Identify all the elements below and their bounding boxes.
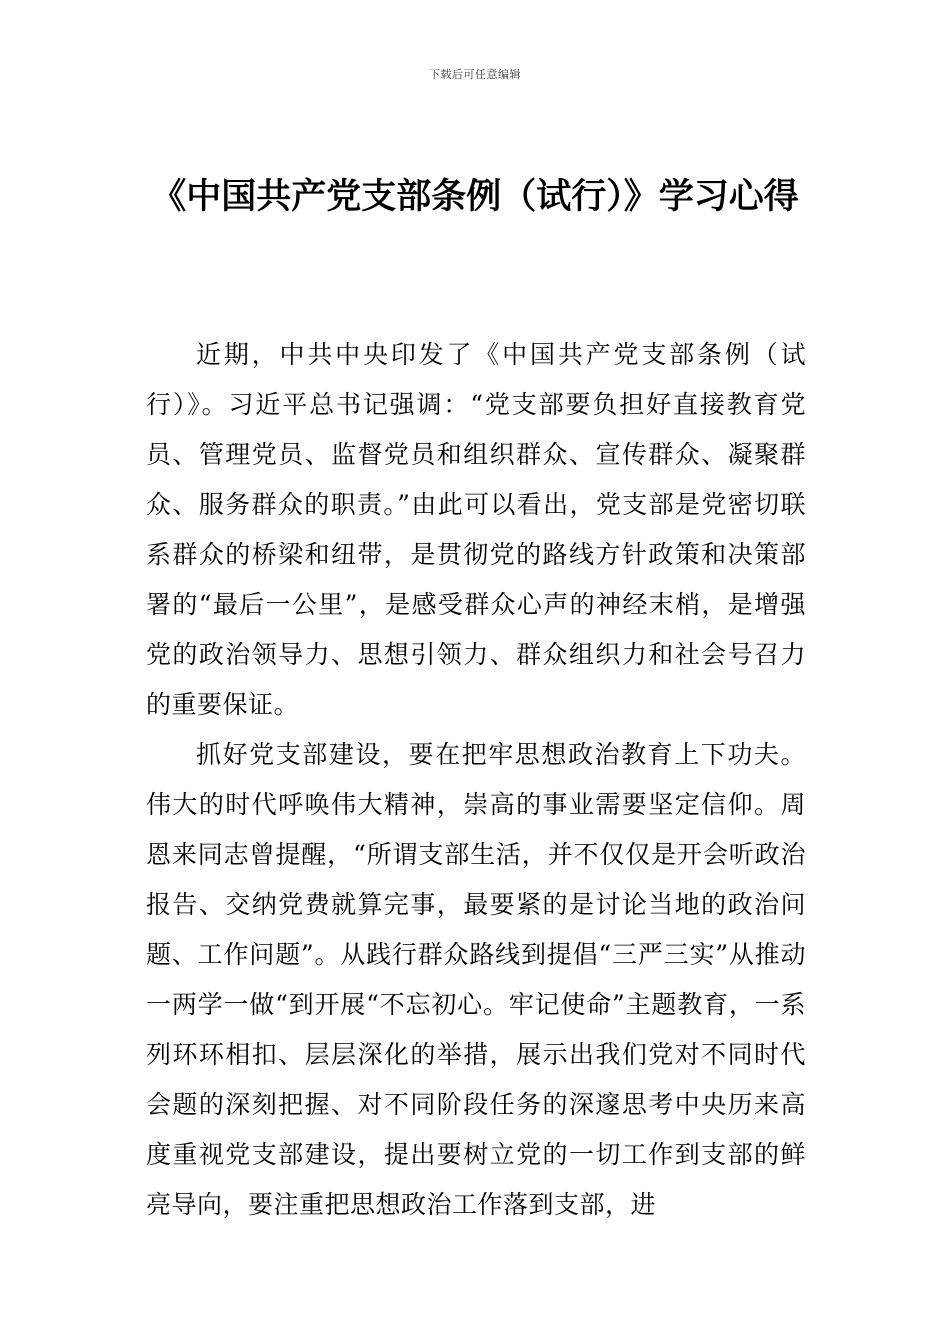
header-note: 下载后可任意编辑 xyxy=(429,68,521,81)
paragraph-2: 抓好党支部建设，要在把牢思想政治教育上下功夫。伟大的时代呼唤伟大精神，崇高的事业需要坚定信仰。周恩来同志曾提醒，“所谓支部生活，并不仅仅是开会听政治报告、交纳党费就算完事，最要紧的是讨论当地的政治问题、工作问题”。从践行群众路线到提倡“三严三实”从推动一两学一做“到开展“不忘初心。牢记使命”主题教育，一系列环环相扣、层层深化的举措，展示出我们党对不同时代会题的深刻把握、对不同阶段任务的深邃思考中央历来高度重视党支部建设，提出要树立党的一切工作到支部的鲜亮导向，要注重把思想政治工作落到支部，进 xyxy=(146,740,806,1219)
document-title: 《中国共产党支部条例（试行）》学习心得 xyxy=(151,177,799,217)
paragraph-1: 近期，中共中央印发了《中国共产党支部条例（试行）》。习近平总书记强调：“党支部要负担好直接教育党员、管理党员、监督党员和组织群众、宣传群众、凝聚群众、服务群众的职责。”由此可以看出，党支部是党密切联系群众的桥梁和纽带，是贯彻党的路线方针政策和决策部署的“最后一公里”，是感受群众心声的神经末梢，是增强党的政治领导力、思想引领力、群众组织力和社会号召力的重要保证。 xyxy=(146,340,806,719)
document-body xyxy=(146,330,806,1230)
